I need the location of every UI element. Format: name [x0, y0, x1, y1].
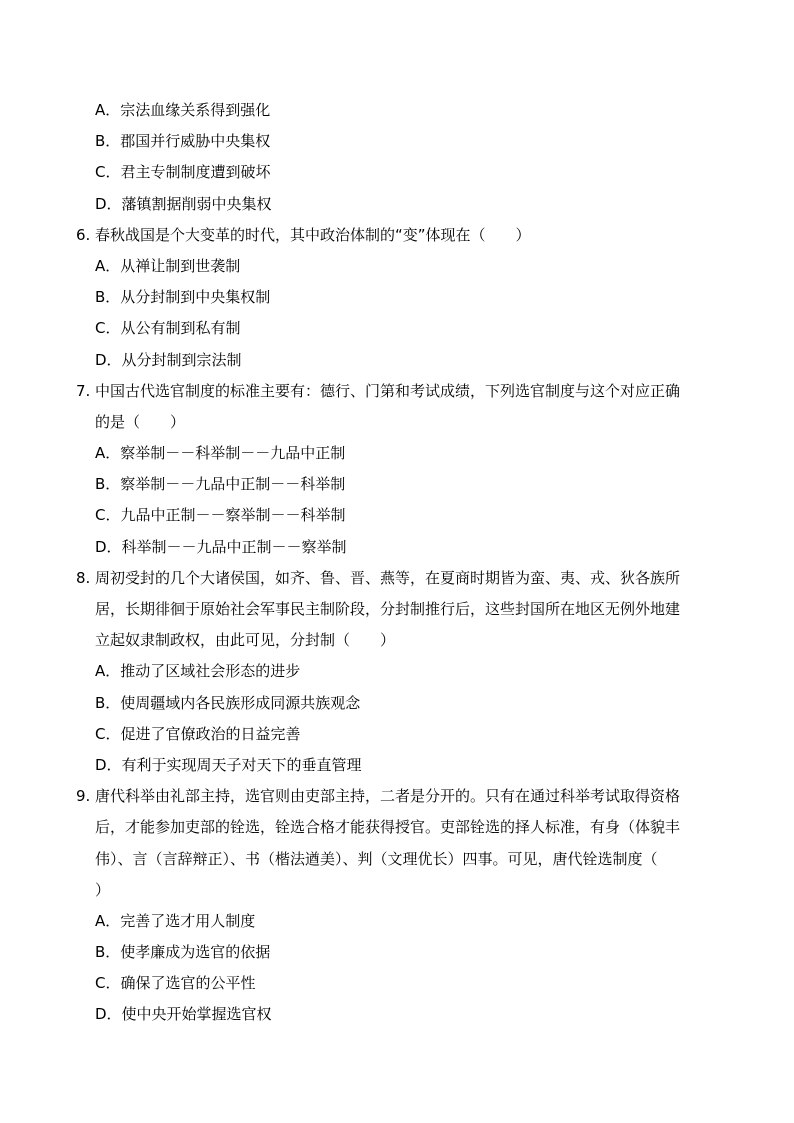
q9-option-a: A．完善了选才用人制度 — [95, 911, 256, 930]
q6-option-a: A．从禅让制到世袭制 — [95, 256, 241, 275]
q8-stem-line-1 — [0, 563, 794, 594]
q7-option-c: C．九品中正制－－察举制－－科举制 — [95, 506, 346, 525]
q6-option-b: B．从分封制到中央集权制 — [95, 288, 271, 307]
q8-number: 8. — [76, 568, 91, 587]
q9-stem-line-4: ） — [95, 880, 111, 899]
q9-stem-line-1 — [0, 781, 794, 812]
exam-page — [0, 95, 794, 1031]
q8-stem-text: 周初受封的几个大诸侯国，如齐、鲁、晋、燕等，在夏商时期皆为蛮、夷、戎、狄各族所 — [95, 568, 681, 587]
q5-option-c: C．君主专制制度遭到破坏 — [95, 163, 271, 182]
q9-stem-line-3: 伟）、言（言辞辩正）、书（楷法遒美）、判（文理优长）四事。可见，唐代铨选制度（ — [95, 849, 658, 868]
q6-option-d: D．从分封制到宗法制 — [95, 350, 242, 369]
q7-stem-text: 中国古代选官制度的标准主要有：德行、门第和考试成绩，下列选官制度与这个对应正确 — [95, 381, 681, 400]
q5-option-b: B．郡国并行威胁中央集权 — [95, 132, 271, 151]
q7-number: 7. — [76, 381, 91, 400]
q5-option-d: D．藩镇割据削弱中央集权 — [95, 194, 272, 213]
q9-number: 9. — [76, 787, 91, 806]
q8-option-c: C．促进了官僚政治的日益完善 — [95, 724, 301, 743]
q8-option-b: B．使周疆域内各民族形成同源共族观念 — [95, 693, 361, 712]
q6-number: 6. — [76, 225, 91, 244]
q9-option-c: C．确保了选官的公平性 — [95, 974, 256, 993]
q8-stem-line-3: 立起奴隶制政权，由此可见，分封制（ ） — [95, 631, 396, 650]
q9-stem-line-2: 后，才能参加吏部的铨选，铨选合格才能获得授官。吏部铨选的择人标准，有身（体貌丰 — [95, 818, 681, 837]
q6-option-c: C．从公有制到私有制 — [95, 319, 241, 338]
q7-option-b: B．察举制－－九品中正制－－科举制 — [95, 475, 346, 494]
q9-option-d: D．使中央开始掌握选官权 — [95, 1005, 272, 1024]
q8-option-a: A．推动了区域社会形态的进步 — [95, 662, 301, 681]
q6-stem-text: 春秋战国是个大变革的时代，其中政治体制的“变”体现在（ ） — [95, 225, 531, 244]
q7-option-d: D．科举制－－九品中正制－－察举制 — [95, 537, 347, 556]
q8-option-d: D．有利于实现周天子对天下的垂直管理 — [95, 755, 362, 774]
q8-stem-line-2: 居，长期徘徊于原始社会军事民主制阶段，分封制推行后，这些封国所在地区无例外地建 — [95, 600, 681, 618]
q7-option-a: A．察举制－－科举制－－九品中正制 — [95, 444, 346, 463]
q6-stem-line-1 — [0, 220, 794, 251]
q7-stem-line-1 — [0, 376, 794, 407]
q9-option-b: B．使孝廉成为选官的依据 — [95, 943, 271, 962]
q7-stem-line-2: 的是（ ） — [95, 412, 186, 431]
q9-stem-text: 唐代科举由礼部主持，选官则由吏部主持，二者是分开的。只有在通过科举考试取得资格 — [95, 787, 681, 806]
q5-option-a: A．宗法血缘关系得到强化 — [95, 101, 271, 119]
